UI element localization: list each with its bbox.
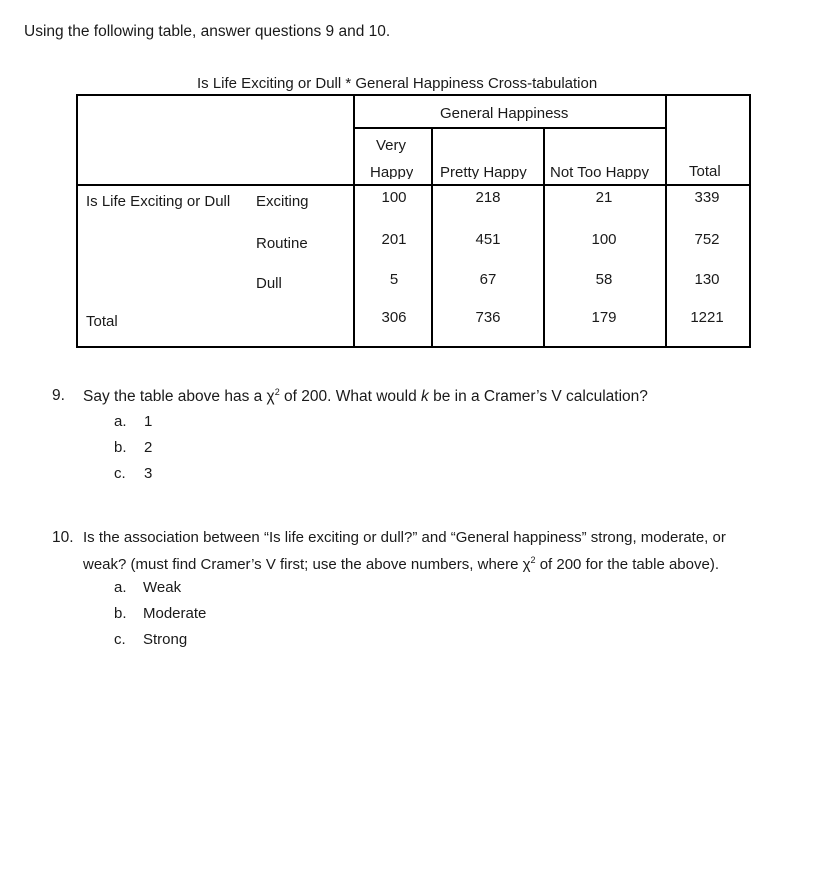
q9-option-b: 2 [144,439,153,456]
table-cell: 100 [381,189,407,206]
table-divider [431,128,433,346]
table-title: Is Life Exciting or Dull * General Happiness Cross-tabulation [197,75,598,92]
col-header-not-too-happy: Not Too Happy [550,164,649,179]
table-divider [78,184,749,186]
row-label-dull: Dull [256,275,282,292]
row-label-routine: Routine [256,235,308,252]
table-cell: 218 [475,189,501,206]
col-header-pretty-happy: Pretty Happy [440,164,527,179]
table-cell: 179 [591,309,617,326]
q10-option-a-letter: a. [114,579,127,596]
q10-option-c: Strong [143,631,188,648]
q9-option-a-letter: a. [114,413,127,430]
group-header: General Happiness [440,105,569,122]
q10-option-c-letter: c. [114,631,126,648]
table-cell: 339 [694,189,720,206]
superscript: 2 [530,555,536,565]
question-10-line1: Is the association between “Is life exciting or dull?” and “General happiness” strong, moderate, or [83,529,726,546]
question-10-line2: weak? (must find Cramer’s V first; use the above numbers, where $\chi^2$ of 200 for the table above). [83,555,719,573]
col-header-very-happy-line2: Happy [370,164,414,179]
table-cell: 21 [595,189,613,206]
table-cell: 306 [381,309,407,326]
table-cell: 130 [694,271,720,288]
col-header-very-happy-line1: Very [376,137,407,154]
table-cell: 67 [479,271,497,288]
row-variable-label: Is Life Exciting or Dull [86,193,231,210]
table-cell: 100 [591,231,617,248]
question-9-text: Say the table above has a $\chi^2$ of 200. What would k be in a Cramer’s V calculation? [83,387,648,406]
question-9-number: 9. [52,387,65,404]
col-header-total: Total [689,163,721,180]
intro-text: Using the following table, answer questions 9 and 10. [24,23,391,40]
table-divider [665,96,667,346]
table-divider [353,96,355,346]
q10-option-a: Weak [143,579,182,596]
table-cell: 736 [475,309,501,326]
row-label-total: Total [86,313,118,330]
superscript: 2 [274,387,280,397]
question-10-number: 10. [52,529,74,546]
table-cell: 5 [389,271,399,288]
table-cell: 1221 [690,309,724,326]
table-cell: 201 [381,231,407,248]
table-cell: 752 [694,231,720,248]
q9-option-c: 3 [144,465,153,482]
row-label-exciting: Exciting [256,193,309,210]
table-cell: 58 [595,271,613,288]
q9-option-a: 1 [144,413,153,430]
q10-option-b: Moderate [143,605,207,622]
table-divider [353,127,665,129]
table-cell: 451 [475,231,501,248]
table-divider [543,128,545,346]
q9-option-b-letter: b. [114,439,127,456]
q9-option-c-letter: c. [114,465,126,482]
q10-option-b-letter: b. [114,605,127,622]
